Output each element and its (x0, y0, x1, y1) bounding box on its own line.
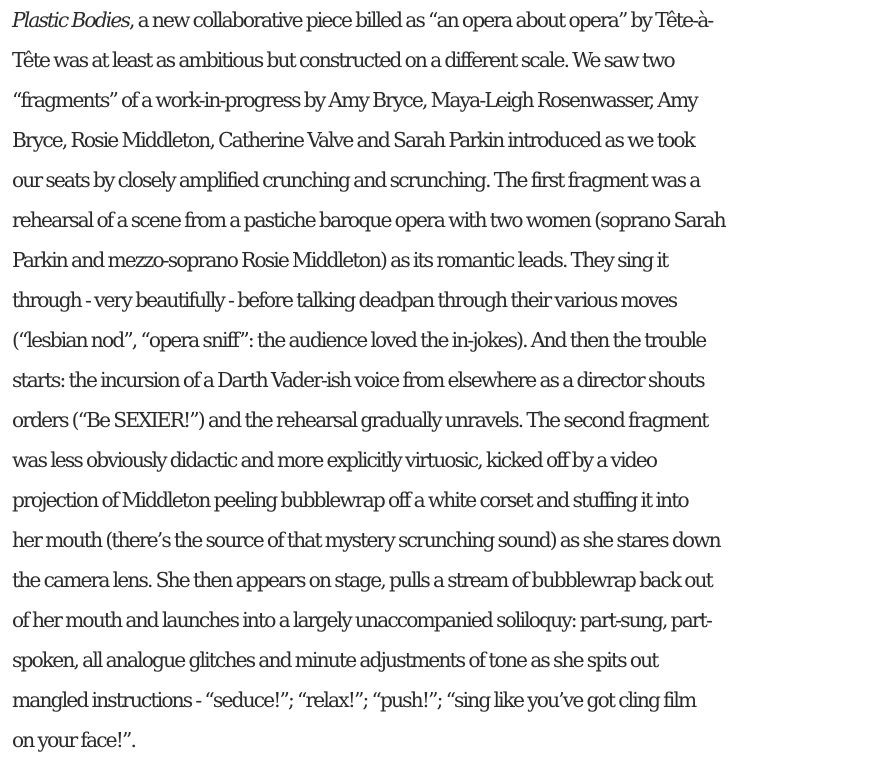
paragraph-line: Parkin and mezzo-soprano Rosie Middleton) as its romantic leads. They sing it (12, 248, 668, 272)
paragraph-line: (“lesbian nod”, “opera sniff”: the audience loved the in-jokes). And then the trouble (12, 328, 706, 352)
paragraph-line: starts: the incursion of a Darth Vader-ish voice from elsewhere as a director shouts (12, 368, 704, 392)
paragraph-line: our seats by closely amplified crunching and scrunching. The first fragment was a (12, 168, 700, 192)
line-text: , a new collaborative piece billed as “an opera about opera” by Tête-à- (129, 8, 713, 32)
paragraph-line: through - very beautifully - before talking deadpan through their various moves (12, 288, 677, 312)
paragraph-line: Tête was at least as ambitious but constructed on a different scale. We saw two (12, 48, 674, 72)
paragraph-line: spoken, all analogue glitches and minute adjustments of tone as she spits out (12, 648, 658, 672)
paragraph-line: Bryce, Rosie Middleton, Catherine Valve and Sarah Parkin introduced as we took (12, 128, 695, 152)
paragraph-line: on your face!”. (12, 728, 136, 752)
paragraph-line: the camera lens. She then appears on stage, pulls a stream of bubblewrap back out (12, 568, 712, 592)
paragraph-line: orders (“Be SEXIER!”) and the rehearsal gradually unravels. The second fragment (12, 408, 708, 432)
paragraph-line: of her mouth and launches into a largely unaccompanied soliloquy: part-sung, part- (12, 608, 711, 632)
work-title: Plastic Bodies (12, 8, 130, 32)
paragraph-line: her mouth (there’s the source of that mystery scrunching sound) as she stares down (12, 528, 720, 552)
article-paragraph (12, 0, 876, 760)
paragraph-line: mangled instructions - “seduce!”; “relax!”; “push!”; “sing like you’ve got cling film (12, 688, 696, 712)
paragraph-line (12, 0, 876, 40)
paragraph-line: rehearsal of a scene from a pastiche baroque opera with two women (soprano Sarah (12, 208, 725, 232)
paragraph-line: “fragments” of a work-in-progress by Amy Bryce, Maya-Leigh Rosenwasser, Amy (12, 88, 697, 112)
paragraph-line: projection of Middleton peeling bubblewrap off a white corset and stuffing it into (12, 488, 688, 512)
paragraph-line: was less obviously didactic and more explicitly virtuosic, kicked off by a video (12, 448, 657, 472)
